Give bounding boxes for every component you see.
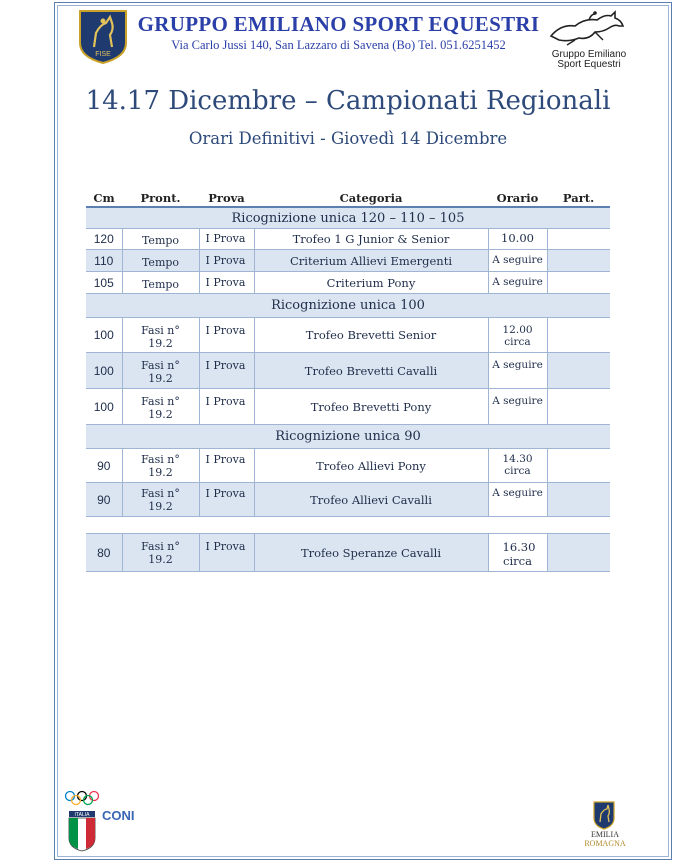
cell-part: [547, 353, 610, 389]
cell-prova: I Prova: [199, 318, 254, 353]
cell-prova: I Prova: [199, 229, 254, 250]
cell-prova: I Prova: [199, 483, 254, 517]
table-row: [86, 272, 610, 294]
cell-pront: Fasi n° 19.2: [122, 353, 199, 389]
table-row: [86, 229, 610, 250]
cell-pront: Tempo: [122, 272, 199, 294]
org-address: Via Carlo Jussi 140, San Lazzaro di Savena (Bo) Tel. 051.6251452: [171, 38, 506, 52]
section-heading: Ricognizione unica 100: [86, 294, 610, 318]
cell-cm: 110: [86, 250, 122, 272]
ge-logo-caption: [542, 50, 636, 70]
cell-pront: Tempo: [122, 229, 199, 250]
cell-orario: A seguire: [488, 353, 547, 389]
section-heading-row: [86, 294, 610, 318]
cell-cm: 90: [86, 449, 122, 483]
cell-prova: I Prova: [199, 389, 254, 425]
table-row: [86, 250, 610, 272]
cell-categoria: Trofeo Allievi Cavalli: [254, 483, 488, 517]
cell-pront: Tempo: [122, 250, 199, 272]
cell-orario: 12.00 circa: [488, 318, 547, 353]
cell-prova: I Prova: [199, 534, 254, 572]
cell-prova: I Prova: [199, 449, 254, 483]
emilia-romagna-logo: [586, 800, 622, 830]
col-header-orario: Orario: [488, 190, 547, 207]
coni-label: CONI: [102, 808, 135, 823]
col-header-cm: Cm: [86, 190, 122, 207]
fise-logo: [76, 7, 130, 65]
table-row: [86, 483, 610, 517]
table-row: [86, 353, 610, 389]
cell-cm: 100: [86, 318, 122, 353]
cell-prova: I Prova: [199, 272, 254, 294]
cell-part: [547, 272, 610, 294]
table-header-row: [86, 190, 610, 207]
section-heading: Ricognizione unica 120 – 110 – 105: [86, 207, 610, 229]
ge-caption-line2: Sport Equestri: [557, 59, 621, 70]
table-row: [86, 449, 610, 483]
cell-orario: A seguire: [488, 250, 547, 272]
section-heading: Ricognizione unica 90: [86, 425, 610, 449]
section-heading-row: [86, 425, 610, 449]
cell-cm: 90: [86, 483, 122, 517]
col-header-categoria: Categoria: [254, 190, 488, 207]
org-name: GRUPPO EMILIANO SPORT EQUESTRI: [137, 12, 540, 36]
table-row: [86, 534, 610, 572]
cell-part: [547, 250, 610, 272]
section-heading-row: [86, 207, 610, 229]
cell-part: [547, 483, 610, 517]
region-line1: EMILIA: [591, 830, 619, 839]
cell-cm: 100: [86, 389, 122, 425]
table-row: [86, 389, 610, 425]
cell-cm: 80: [86, 534, 122, 572]
cell-pront: Fasi n° 19.2: [122, 318, 199, 353]
cell-pront: Fasi n° 19.2: [122, 389, 199, 425]
italia-label: ITALIA: [74, 812, 90, 818]
schedule-table: [86, 190, 610, 572]
cell-pront: Fasi n° 19.2: [122, 534, 199, 572]
cell-categoria: Trofeo Speranze Cavalli: [254, 534, 488, 572]
cell-prova: I Prova: [199, 250, 254, 272]
cell-cm: 105: [86, 272, 122, 294]
cell-orario: A seguire: [488, 272, 547, 294]
region-line2: ROMAGNA: [584, 839, 626, 848]
table-row: [86, 318, 610, 353]
cell-categoria: Trofeo Brevetti Pony: [254, 389, 488, 425]
cell-categoria: Trofeo Allievi Pony: [254, 449, 488, 483]
cell-part: [547, 229, 610, 250]
cell-categoria: Criterium Allievi Emergenti: [254, 250, 488, 272]
cell-pront: Fasi n° 19.2: [122, 483, 199, 517]
cell-pront: Fasi n° 19.2: [122, 449, 199, 483]
olympic-rings-icon: [64, 790, 100, 806]
cell-part: [547, 534, 610, 572]
cell-cm: 120: [86, 229, 122, 250]
cell-orario: 10.00: [488, 229, 547, 250]
cell-orario: 14.30 circa: [488, 449, 547, 483]
event-subtitle: Orari Definitivi - Giovedì 14 Dicembre: [188, 129, 508, 148]
table-spacer: [86, 517, 610, 534]
col-header-part: Part.: [547, 190, 610, 207]
ge-caption-line1: Gruppo Emiliano: [551, 49, 627, 60]
region-label: [570, 830, 640, 848]
event-title: 14.17 Dicembre – Campionati Regionali: [85, 86, 611, 116]
col-header-prova: Prova: [199, 190, 254, 207]
cell-orario: 16.30 circa: [488, 534, 547, 572]
fise-logo-text: FISE: [95, 51, 111, 58]
cell-categoria: Trofeo 1 G Junior & Senior: [254, 229, 488, 250]
cell-categoria: Trofeo Brevetti Cavalli: [254, 353, 488, 389]
cell-part: [547, 318, 610, 353]
cell-categoria: Criterium Pony: [254, 272, 488, 294]
spacer-cell: [86, 517, 610, 534]
col-header-pront: Pront.: [122, 190, 199, 207]
cell-orario: A seguire: [488, 483, 547, 517]
italia-shield-icon: [67, 808, 97, 852]
cell-prova: I Prova: [199, 353, 254, 389]
cell-cm: 100: [86, 353, 122, 389]
horse-jumping-logo: [545, 10, 633, 46]
cell-part: [547, 449, 610, 483]
cell-categoria: Trofeo Brevetti Senior: [254, 318, 488, 353]
cell-orario: A seguire: [488, 389, 547, 425]
cell-part: [547, 389, 610, 425]
